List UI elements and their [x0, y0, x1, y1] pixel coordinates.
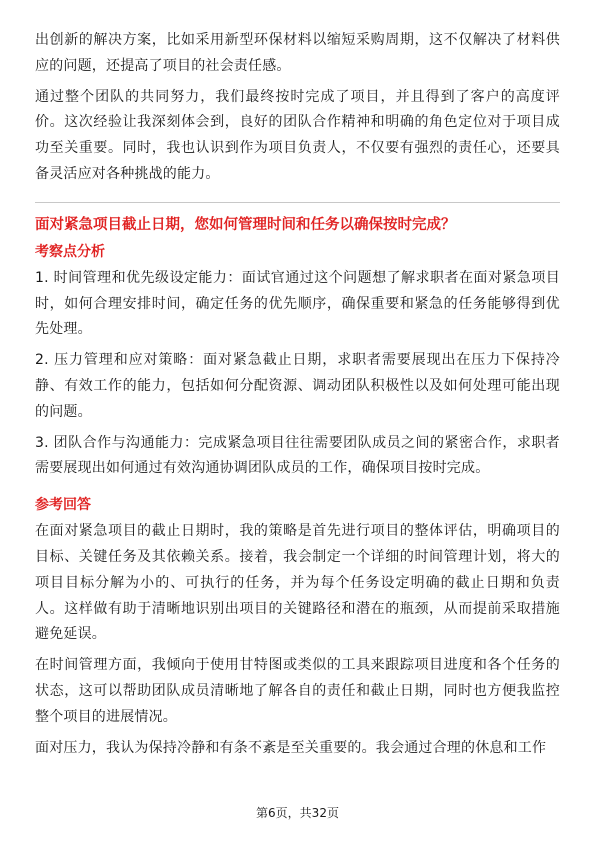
- analysis-item-3: 3. 团队合作与沟通能力：完成紧急项目往往需要团队成员之间的紧密合作，求职者需要展现出如何通过有效沟通协调团队成员的工作，确保项目按时完成。: [35, 434, 560, 477]
- analysis-heading: 考察点分析: [35, 243, 105, 260]
- page-number-footer: 第6页，共32页: [256, 806, 339, 820]
- answer-paragraph-1: 在面对紧急项目的截止日期时，我的策略是首先进行项目的整体评估，明确项目的目标、关键任务及其依赖关系。接着，我会制定一个详细的时间管理计划，将大的项目目标分解为小的、可执行的任务，并为每个任务设定明确的截止日期和负责人。这样做有助于清晰地识别出项目的关键路径和潜在的瓶颈，从而提前采取措施避免延误。: [35, 523, 560, 643]
- intro-paragraph-2: 通过整个团队的共同努力，我们最终按时完成了项目，并且得到了客户的高度评价。这次经验让我深刻体会到，良好的团队合作精神和明确的角色定位对于项目成功至关重要。同时，我也认识到作为项目负责人，不仅要有强烈的责任心，还要具备灵活应对各种挑战的能力。: [35, 88, 560, 182]
- interview-question: 面对紧急项目截止日期，您如何管理时间和任务以确保按时完成？: [35, 216, 456, 233]
- intro-paragraph-1: 出创新的解决方案，比如采用新型环保材料以缩短采购周期，这不仅解决了材料供应的问题，还提高了项目的社会责任感。: [35, 32, 560, 74]
- answer-paragraph-3: 面对压力，我认为保持冷静和有条不紊是至关重要的。我会通过合理的休息和工作: [35, 739, 547, 756]
- document-page: [35, 28, 560, 761]
- analysis-item-2: 2. 压力管理和应对策略：面对紧急截止日期，求职者需要展现出在压力下保持冷静、有效工作的能力，包括如何分配资源、调动团队积极性以及如何处理可能出现的问题。: [35, 352, 560, 420]
- answer-paragraph-2: 在时间管理方面，我倾向于使用甘特图或类似的工具来跟踪项目进度和各个任务的状态，这可以帮助团队成员清晰地了解各自的责任和截止日期，同时也方便我监控整个项目的进展情况。: [35, 657, 560, 725]
- answer-heading: 参考回答: [35, 497, 91, 514]
- section-divider: [35, 202, 560, 203]
- analysis-item-1: 1. 时间管理和优先级设定能力：面试官通过这个问题想了解求职者在面对紧急项目时，如何合理安排时间，确定任务的优先顺序，确保重要和紧急的任务能够得到优先处理。: [35, 269, 560, 338]
